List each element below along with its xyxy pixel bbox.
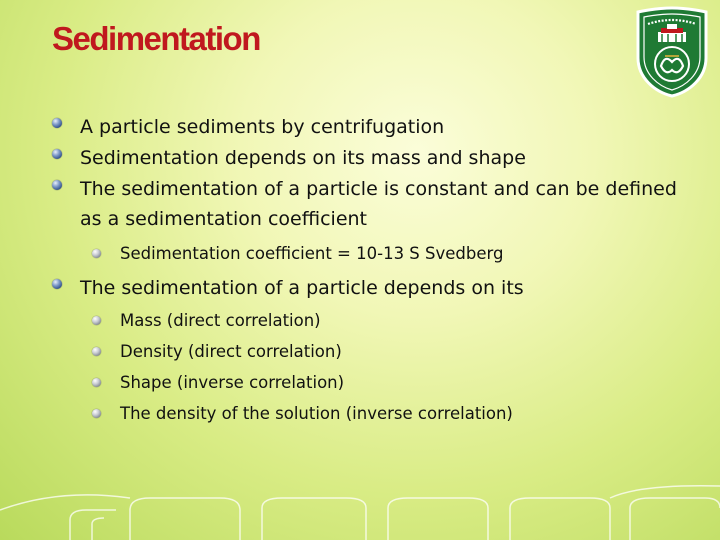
sub-bullet-marker-icon: [92, 409, 101, 418]
sub-bullet-marker-icon: [92, 316, 101, 325]
bullet-marker-icon: [52, 180, 62, 190]
sub-bullet-item: The density of the solution (inverse correlation): [120, 404, 513, 423]
slide-title: Sedimentation: [52, 20, 260, 57]
sub-bullet-item: Density (direct correlation): [120, 342, 342, 361]
bullet-marker-icon: [52, 118, 62, 128]
sub-bullet-marker-icon: [92, 378, 101, 387]
sub-bullet-item: Sedimentation coefficient = 10-13 S Svedberg: [120, 244, 503, 263]
bullet-marker-icon: [52, 149, 62, 159]
sub-bullet-marker-icon: [92, 347, 101, 356]
sub-bullet-marker-icon: [92, 249, 101, 258]
bullet-marker-icon: [52, 279, 62, 289]
sub-bullet-item: Shape (inverse correlation): [120, 373, 344, 392]
bullet-item: The sedimentation of a particle depends on its: [80, 273, 524, 303]
bullet-item: Sedimentation depends on its mass and shape: [80, 143, 526, 173]
bullet-item: A particle sediments by centrifugation: [80, 112, 444, 142]
decorative-bottom-pattern: [0, 480, 720, 540]
sub-bullet-item: Mass (direct correlation): [120, 311, 321, 330]
bullet-item: The sedimentation of a particle is constant and can be defined as a sedimentation coefficient: [80, 174, 680, 234]
